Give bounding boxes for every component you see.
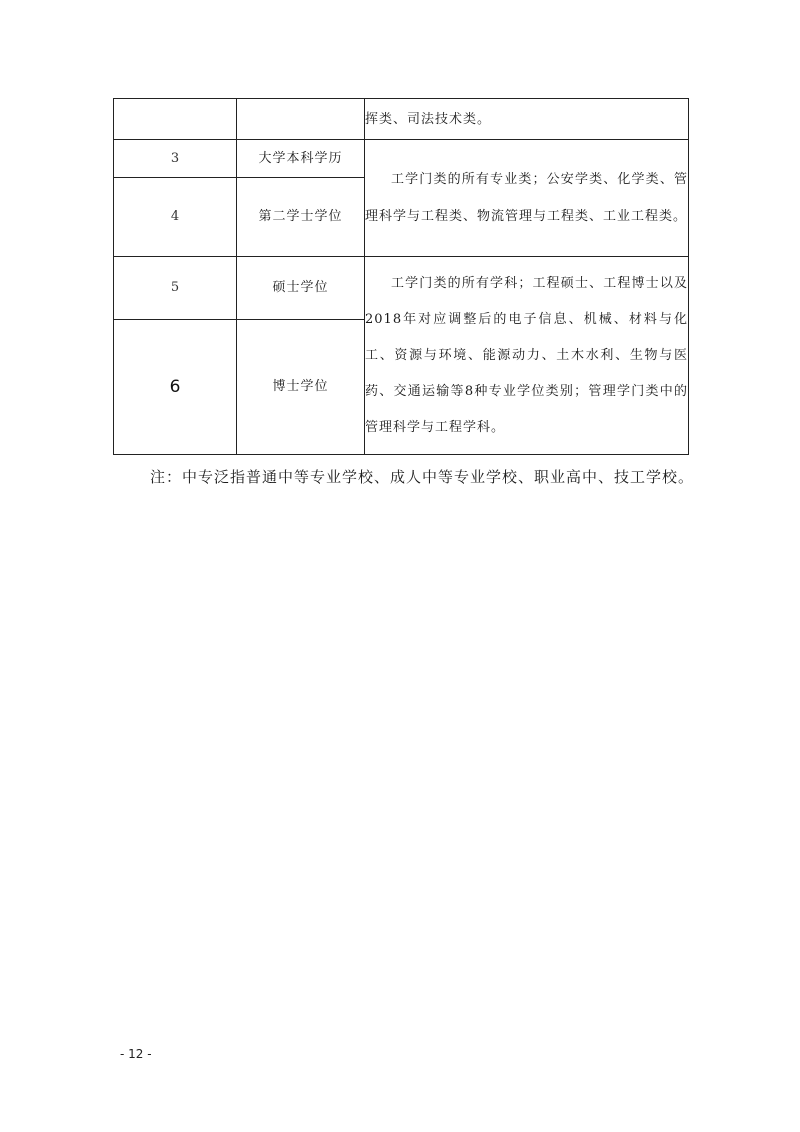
page-number: - 12 - <box>120 1047 152 1061</box>
majors-text: 工学门类的所有专业类；公安学类、化学类、管理科学与工程类、物流管理与工程类、工业工程类。 <box>365 172 688 224</box>
footnote: 注：中专泛指普通中等专业学校、成人中等专业学校、职业高中、技工学校。 <box>150 468 695 486</box>
degree-cell: 大学本科学历 <box>237 140 365 178</box>
row-number-cell: 5 <box>114 257 237 320</box>
majors-text: 挥类、司法技术类。 <box>365 111 492 127</box>
row-number-cell: 4 <box>114 178 237 257</box>
table-row <box>114 99 689 140</box>
majors-cell <box>365 257 689 455</box>
degree-cell: 第二学士学位 <box>237 178 365 257</box>
row-number-cell <box>114 99 237 140</box>
majors-text: 工学门类的所有学科；工程硕士、工程博士以及2018年对应调整后的电子信息、机械、材料与化工、资源与环境、能源动力、土木水利、生物与医药、交通运输等8种专业学位类别；管理学门类中的管理科学与工程学科。 <box>365 275 688 435</box>
degree-cell <box>237 99 365 140</box>
row-number-cell: 3 <box>114 140 237 178</box>
table-row <box>114 257 689 320</box>
majors-cell <box>365 140 689 257</box>
majors-cell <box>365 99 689 140</box>
degree-cell: 硕士学位 <box>237 257 365 320</box>
majors-table <box>113 98 689 455</box>
row-number-cell: 6 <box>114 320 237 455</box>
degree-cell: 博士学位 <box>237 320 365 455</box>
table-row <box>114 140 689 178</box>
